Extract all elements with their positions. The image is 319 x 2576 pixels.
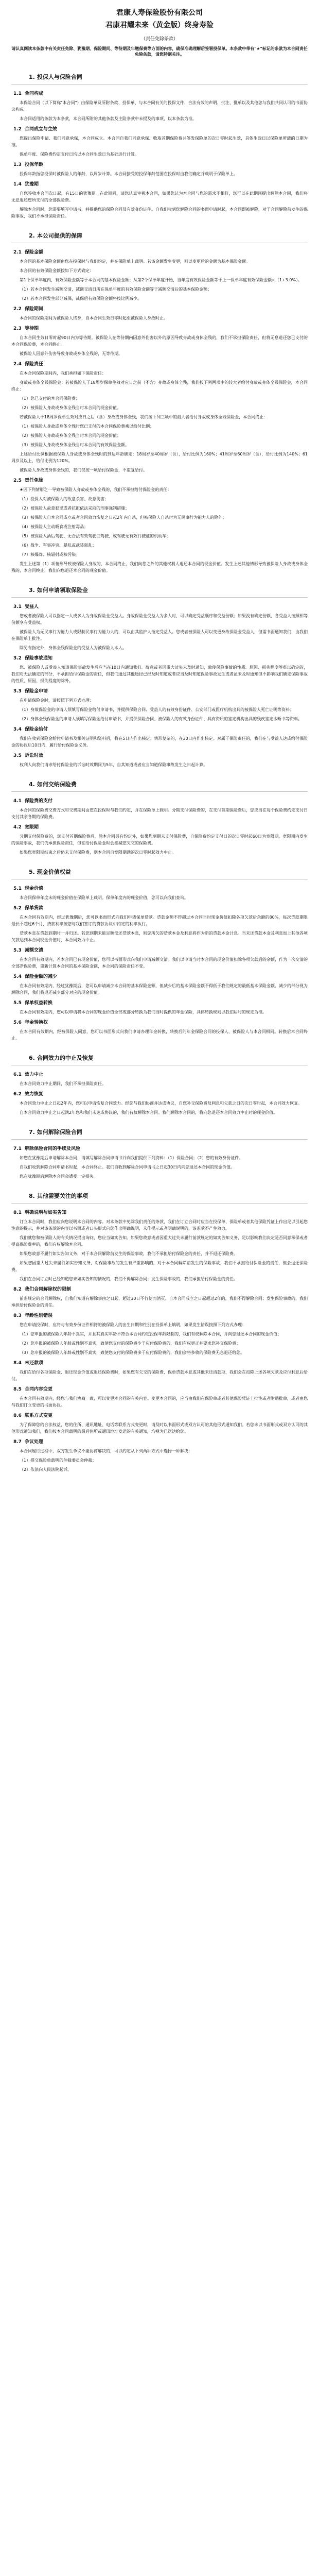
section-title: 如何申请领取保险金: [37, 587, 88, 594]
clause-list-item: （1）投保人对被保险人的故意杀害、故意伤害；: [20, 497, 109, 501]
clause-list-item: （1）您已支付的本合同保险费；: [20, 396, 80, 401]
subsection-number: 8.3: [13, 1313, 22, 1318]
subsection-title: 保单权益转换: [24, 1001, 52, 1006]
subsection-number: 1.3: [13, 162, 22, 167]
clause-paragraph: 除另有指定外，身体全残保险金的受益人为被保险人本人。: [20, 646, 127, 650]
clause-list-item: （1）被保险人身故或身体全残时您已支付的本合同保险费乘以给付比例；: [20, 424, 154, 429]
section-title: 合同效力的中止及恢复: [37, 1055, 94, 1061]
subsection-number: 6.2: [13, 1092, 22, 1097]
reading-notice: 请认真阅读本条款中有关责任免除、犹豫期、保险期间、等待期及年缴保费等方面的内容，确保准确理解后签署投保单。本条款中带有"★"标记的条款为本合同责任免除条款，请您特别关注。: [11, 46, 308, 57]
subsection-heading: [13, 1412, 308, 1418]
section-title: 投保人与保险合同: [37, 74, 82, 80]
section-number: 4.: [29, 781, 35, 788]
subsection-number: 4.1: [13, 799, 22, 804]
subsection-heading: [13, 125, 308, 132]
subsection-title: 合同构成: [24, 91, 43, 96]
clause-paragraph: 我们在给付各项保险金、退还现金价值或退还保险费时，如果您有欠交的保险费、保单贷款本息或其他未还清款项，我们会在扣除上述各项欠款及应付利息后给付。: [11, 1370, 308, 1381]
clause-paragraph: ★因下列情形之一导致被保险人身故或身体全残的，我们不承担给付保险金的责任：: [20, 487, 172, 492]
clause-paragraph: 在申请保险金时，请按照下列方式办理：: [20, 698, 94, 703]
subsection-heading: [13, 1209, 308, 1215]
subsection-number: 5.1: [13, 886, 22, 891]
subsection-number: 3.5: [13, 753, 22, 758]
subsection-heading: [13, 180, 308, 187]
subsection-title: 保险费的支付: [24, 799, 52, 804]
subsection-number: 5.3: [13, 948, 22, 953]
clause-paragraph: 在本合同有效期内，经您与我们协商一致，可以变更本合同的有关内容。变更本合同的，应当由我们在保险单或者其他保险凭证上批注或者附贴批单，或者由您与我们订立变更的书面协议。: [11, 1396, 308, 1408]
subsection-number: 2.5: [13, 478, 22, 483]
clause-paragraph: 本合同的保险期间为被保险人终身，自本合同生效日零时起至被保险人身故时止。: [20, 316, 168, 320]
section-heading: [29, 231, 308, 240]
subsection-title: 现金价值: [24, 886, 43, 891]
clause-list-item: （1）提交保险单载明的仲裁委员会仲裁；: [20, 1458, 97, 1463]
clause-list-item: （1）身故保险金的申请人须填写保险金给付申请书，并提供保险合同、受益人的有效身份证件、公安部门或医疗机构出具的被保险人死亡证明等资料；: [20, 707, 294, 712]
clause-section: [11, 73, 308, 231]
clause-section: [11, 1054, 308, 1128]
subsection-heading: [13, 885, 308, 891]
section-title: 现金价值权益: [37, 869, 71, 875]
subsection-number: 8.4: [13, 1361, 22, 1366]
subsection-heading: [13, 687, 308, 694]
subsection-title: 保险责任: [24, 362, 43, 367]
clause-paragraph: 本合同的有效保险金额按如下方式确定：: [20, 268, 94, 273]
clause-paragraph: 前条规定的合同解除权，自我们知道有解除事由之日起，超过30日不行使而消灭。自本合同成立之日起超过2年的，我们不得解除合同；发生保险事故的，我们承担给付保险金的责任。: [11, 1296, 308, 1308]
clause-paragraph: 我们就您和被保险人的有关情况提出询问，您应当如实告知。如果您故意或者因重大过失未履行前款规定的如实告知义务，足以影响我们决定是否同意承保或者提高保险费率的，我们有权解除本合同。: [11, 1235, 308, 1247]
subsection-number: 2.1: [13, 250, 22, 255]
subsection-heading: [13, 325, 308, 331]
subsection-number: 8.6: [13, 1413, 22, 1418]
subsection-number: 3.3: [13, 689, 22, 694]
subsection-number: 2.3: [13, 326, 22, 331]
subsection-title: 诉讼时效: [24, 753, 43, 758]
clause-paragraph: 被保险人为无民事行为能力人或限制民事行为能力人的，可以由其监护人指定受益人。您或者被保险人可以变更身故保险金受益人，但需书面通知我们，由我们在保险单上批注。: [11, 630, 308, 641]
subsection-number: 1.2: [13, 127, 22, 132]
section-heading: [29, 1128, 308, 1136]
subsection-heading: [13, 1285, 308, 1292]
subsection-heading: [13, 1438, 308, 1445]
subsection-heading: [13, 1312, 308, 1318]
clause-list-item: （3）被保险人自本合同成立或者合同效力恢复之日起2年内自杀，但被保险人自杀时为无民事行为能力人的除外；: [20, 515, 227, 520]
section-spacer: [11, 577, 308, 586]
subsection-title: 保险金申请: [24, 689, 48, 694]
clause-paragraph: 本保险合同（以下简称"本合同"）由保险单及所附条款、投保单、与本合同有关的投保文件、合法有效的声明、批注、批单以及其他您与我们共同认可的书面协议构成。: [11, 100, 308, 112]
section-divider: [11, 1139, 308, 1140]
subsection-number: 1.1: [13, 91, 22, 96]
subsection-title: 争议处理: [24, 1439, 43, 1445]
clause-paragraph: 本合同保单年度末的现金价值在保险单上载明。保单年度内的现金价值，您可以向我们查询。: [20, 895, 188, 900]
filing-note: （责任免除条款）: [140, 37, 178, 42]
subsection-title: 合同成立与生效: [24, 127, 57, 132]
clause-section: [11, 231, 308, 586]
clause-sections: [11, 73, 308, 1485]
clause-paragraph: 权利人向我们请求给付保险金的诉讼时效期间为5年，自其知道或者应当知道保险事故发生之日起计算。: [20, 762, 208, 767]
clause-paragraph: 在本合同有效期内，若本合同已有现金价值，您可以书面形式向我们申请减额交清。我们以申请当时本合同的现金价值扣除各项欠款后的余额，作为一次交清的全部净保险费，重新计算本合同的基本保险金额，本合同的保险责任不变。: [11, 957, 308, 969]
clause-section: [11, 586, 308, 780]
subsection-number: 8.2: [13, 1287, 22, 1292]
clause-list-item: （7）核爆炸、核辐射或核污染。: [20, 552, 80, 557]
subsection-number: 8.1: [13, 1210, 22, 1215]
section-title: 如何解除保险合同: [37, 1129, 82, 1136]
clause-list-item: （2）被保险人身故或身体全残当时本合同的现金价值；: [20, 433, 121, 438]
subsection-heading: [13, 797, 308, 804]
subsection-number: 1.4: [13, 182, 22, 187]
clause-paragraph: 在本合同有效期内，经过犹豫期后，您可以申请减少本合同的基本保险金额，但减少后的基本保险金额不得低于我们规定的最低基本保险金额。减少的部分视为解除合同，我们将退还减少部分对应的现金价值。: [11, 984, 308, 995]
subsection-heading: [13, 477, 308, 483]
clause-list-item: （4）被保险人主动吸食或注射毒品；: [20, 524, 88, 529]
subsection-number: 3.4: [13, 727, 22, 732]
clause-paragraph: 自我们收到解除合同申请书时起，本合同终止。我们自收到解除合同申请书之日起30日内向您退还本合同的现金价值。: [20, 1165, 235, 1170]
clause-list-item: （2）被保险人身故或身体全残当时本合同的现金价值。: [20, 405, 121, 410]
subsection-number: 7.1: [13, 1146, 22, 1151]
subsection-number: 3.2: [13, 656, 22, 661]
clause-paragraph: 发生上述第（1）项情形导致被保险人身故的，本合同终止，我们向您之外的其他权利人退还本合同的现金价值。发生上述其他情形导致被保险人身故或身体全残的，本合同终止，我们向您退还本合同的现金价值。: [11, 562, 308, 573]
clause-paragraph: 投保年龄指您投保时被保险人的年龄，以周岁计算。本合同接受的投保年龄范围在投保时由我们确定并载明于保险单上。: [20, 172, 238, 176]
subsection-heading: [13, 161, 308, 167]
company-name: 君康人寿保险股份有限公司: [116, 9, 203, 17]
clause-list-item: （1）您申报的被保险人年龄不真实，并且其真实年龄不符合本合同约定投保年龄限制的，我们有权解除本合同，并向您退还本合同的现金价值；: [20, 1332, 282, 1336]
clause-list-item: （2）您申报的被保险人年龄或性别不真实，致使您支付的保险费少于应付保险费的，我们有权更正并要求您补交保险费；: [20, 1341, 241, 1346]
subsection-number: 5.5: [13, 1001, 22, 1006]
clause-paragraph: 在本合同效力中止期间，我们不承担保险责任。: [20, 1081, 106, 1086]
subsection-title: 保单贷款: [24, 906, 43, 911]
clause-list-item: （3）被保险人身故或身体全残当时本合同的有效保险金额。: [20, 443, 130, 447]
clause-paragraph: 如果您故意不履行如实告知义务，对于本合同解除前发生的保险事故，我们不承担给付保险金的责任，并不退还保险费。: [20, 1251, 238, 1256]
clause-list-item: （2）若本合同发生部分减保，减保后有效保险金额将按比例减少。: [20, 296, 142, 301]
section-divider: [11, 1203, 308, 1204]
subsection-heading: [13, 1359, 308, 1366]
clause-paragraph: 为了保障您的合法权益，您的住所、通讯地址、电话等联系方式变更时，请及时以书面形式或双方认可的其他形式通知我们。若您未以书面形式或双方认可的其他形式通知我们，我们按本合同载明的最后住所或通讯地址发送的有关通知，均视为已送达给您。: [11, 1422, 308, 1434]
clause-paragraph: 订立本合同时，我们应向您说明本合同的内容。对本条款中免除我们责任的条款，我们在订立合同时应当在投保单、保险单或者其他保险凭证上作出足以引起您注意的提示，并对该条款的内容以书面或者口头形式向您作出明确说明，未作提示或者明确说明的，该条款不产生效力。: [11, 1219, 308, 1231]
section-spacer: [11, 1044, 308, 1054]
section-number: 1.: [29, 74, 35, 80]
clause-paragraph: 如果您宽限期结束之后仍未支付保险费，则本合同自宽限期满的次日零时起效力中止。: [20, 850, 176, 855]
subsection-title: 我们合同解除权的限制: [24, 1287, 71, 1292]
section-title: 其他需要关注的事项: [37, 1193, 88, 1199]
subsection-number: 4.2: [13, 825, 22, 830]
clause-paragraph: 贷款本息在贷款到期时一并归还。若您到期未能足额偿还贷款本息，则您所欠的贷款本金及利息将作为新的贷款本金计息。当未还贷款本金及利息加上其他各项欠款达到本合同现金价值时，本合同效力中止。: [11, 931, 308, 942]
clause-paragraph: 如果您因重大过失未履行如实告知义务，对保险事故的发生有严重影响的，对于本合同解除前发生的保险事故，我们不承担给付保险金的责任，但会退还保险费。: [11, 1261, 308, 1272]
subsection-number: 3.1: [13, 604, 22, 609]
clause-list-item: （2）身体全残保险金的申请人须填写保险金给付申请书，并提供保险合同、被保险人的有效身份证件、具有资质的鉴定机构出具的残疾鉴定诊断书等资料。: [20, 717, 303, 721]
clause-paragraph: 您、被保险人或受益人知道保险事故发生后应当在10日内通知我们。故意或者因重大过失未及时通知，致使保险事故的性质、原因、损失程度等难以确定的，我们对无法确定的部分，不承担给付保险金的责任，但我们通过其他途径已经及时知道或者应当及时知道保险事故发生或者虽未及时通知但不影响我们确定保险事故的性质、原因、损失程度的除外。: [11, 665, 308, 683]
clause-paragraph: 若被保险人于18周岁保单生效对应日之后（含）身故或身体全残，我们按下列三项中的最大者给付身故或身体全残保险金，本合同终止：: [20, 415, 268, 419]
subsection-title: 犹豫期: [24, 182, 39, 187]
subsection-number: 6.1: [13, 1072, 22, 1077]
subsection-number: 5.4: [13, 974, 22, 979]
clause-paragraph: 被保险人因意外伤害导致身故或身体全残的，无等待期。: [20, 351, 122, 356]
section-number: 8.: [29, 1193, 35, 1199]
subsection-number: 8.7: [13, 1439, 22, 1445]
clause-section: [11, 1128, 308, 1192]
section-spacer: [11, 1476, 308, 1485]
subsection-heading: [13, 725, 308, 732]
clause-paragraph: 本合同效力中止之日起2年内，您可以申请恢复合同效力。经您与我们协商并达成协议，自您补交保险费及利息和欠款之日的次日零时起，本合同效力恢复。: [20, 1101, 303, 1106]
subsection-heading: [13, 654, 308, 661]
clause-paragraph: 您在申请投保时，应将与有效身份证件相符的被保险人的出生日期和性别在投保单上填明，如果发生错误按照下列方式办理：: [20, 1323, 246, 1327]
clause-paragraph: 我们在合同订立时已经知道您未如实告知的情况的，我们不得解除合同；发生保险事故的，我们承担给付保险金的责任。: [20, 1277, 238, 1281]
subsection-title: 责任免除: [24, 478, 43, 483]
section-heading: [29, 73, 308, 81]
clause-paragraph: 如您在犹豫期后申请解除本合同，请填写解除合同申请书并向我们提供下列资料：（1）保险合同；（2）您的有效身份证件。: [20, 1156, 243, 1160]
section-divider: [11, 597, 308, 598]
section-number: 2.: [29, 232, 35, 239]
clause-paragraph: 在本合同保险期间内，我们承担如下保险责任：: [20, 371, 106, 376]
section-heading: [29, 868, 308, 876]
section-heading: [29, 1192, 308, 1200]
subsection-heading: [13, 1090, 308, 1097]
subsection-title: 减额交清: [24, 948, 43, 953]
clause-paragraph: 您提出保险申请、我们同意承保，本合同成立。本合同自我们同意承保、收取首期保险费并签发保险单的次日零时起生效，具体生效日以保险单所载的日期为准。: [11, 136, 308, 147]
clause-paragraph: 被保险人身故或身体全残的，我们仅按一项给付保险金，不重复给付。: [20, 468, 147, 472]
subsection-heading: [13, 305, 308, 312]
section-number: 7.: [29, 1129, 35, 1136]
clause-paragraph: 您或者被保险人可以指定一人或多人为身故保险金受益人。身故保险金受益人为多人时，可以确定受益顺序和受益份额；如果没有确定份额，各受益人按照相等份额享有受益权。: [11, 614, 308, 625]
section-spacer: [11, 858, 308, 868]
subsection-heading: [13, 90, 308, 96]
subsection-title: 年金转换权: [24, 1020, 48, 1025]
subsection-heading: [13, 1145, 308, 1151]
section-number: 6.: [29, 1055, 35, 1061]
subsection-number: 5.2: [13, 906, 22, 911]
subsection-heading: [13, 603, 308, 609]
section-heading: [29, 1054, 308, 1062]
subsection-title: 年龄性别错误: [24, 1313, 52, 1318]
section-spacer: [11, 771, 308, 780]
clause-paragraph: 本合同的基本保险金额由您在投保时与我们约定，并在保险单上载明。若该金额发生变更，则以变更后的金额为基本保险金额。: [20, 259, 250, 264]
subsection-heading: [13, 823, 308, 830]
subsection-number: 2.2: [13, 307, 22, 312]
subsection-title: 效力中止: [24, 1072, 43, 1077]
section-number: 3.: [29, 587, 35, 594]
clause-paragraph: 自本合同效力中止之日起满2年您和我们未达成协议的，我们有权解除本合同。我们解除本合同的，将向您退还本合同效力中止时的现金价值。: [20, 1110, 278, 1115]
section-number: 5.: [29, 869, 35, 875]
subsection-heading: [13, 1385, 308, 1392]
subsection-number: 2.4: [13, 362, 22, 367]
clause-section: [11, 1192, 308, 1485]
section-divider: [11, 791, 308, 792]
subsection-heading: [13, 999, 308, 1006]
subsection-heading: [13, 946, 308, 953]
subsection-heading: [13, 1019, 308, 1025]
clause-paragraph: 在本合同有效期内，您可以申请将本合同的现金价值全部或部分转换为我们当时提供的年金保险，具体转换规则以我们届时的规定为准。: [20, 1010, 267, 1014]
subsection-title: 保险金额: [24, 250, 43, 255]
clause-paragraph: 在本合同有效期内，经过犹豫期后，您可以书面形式向我们申请保单贷款。贷款金额不得超过本合同当时现金价值扣除各项欠款后余额的80%，每次贷款期限最长不超过6个月，贷款利率按您与我们签订的贷款协议中约定的利率执行。: [11, 915, 308, 926]
subsection-heading: [13, 973, 308, 979]
clause-paragraph: 身故或身体全残保险金：若被保险人于18周岁保单生效对应日之前（不含）身故或身体全残，我们按下列两项中的较大者给付身故或身体全残保险金，本合同终止：: [11, 380, 308, 392]
clause-paragraph: 自您签收本合同次日起，有15日的犹豫期。在此期间，请您认真审视本合同，如果您认为本合同与您的需求不相符，您可以在此期间提出解除本合同，我们将无息退还您所支付的全部保险费。: [11, 191, 308, 202]
subsection-title: 未还款项: [24, 1361, 43, 1366]
section-heading: [29, 780, 308, 788]
section-spacer: [11, 1118, 308, 1128]
subsection-title: 保险期间: [24, 307, 43, 312]
clause-section: [11, 780, 308, 868]
clause-paragraph: 自本合同生效日零时起90日内为等待期。被保险人在等待期内因意外伤害以外的原因导致身故或身体全残的，我们不承担保险责任，但将无息退还您已支付的本合同保险费，本合同终止。: [11, 335, 308, 347]
section-title: 本公司提供的保障: [37, 232, 82, 239]
subsection-heading: [13, 248, 308, 255]
clause-list-item: （5）被保险人酒后驾驶、无合法有效驾驶证驾驶，或驾驶无有效行驶证的机动车；: [20, 534, 171, 538]
clause-paragraph: 我们在收到保险金给付申请书及相关证明和资料后，将在5日内作出核定；情形复杂的，在30日内作出核定。对属于保险责任的，我们在与受益人达成给付保险金的协议后10日内，履行给付保险金义务。: [11, 736, 308, 748]
subsection-title: 合同内容变更: [24, 1387, 52, 1392]
subsection-heading: [13, 1071, 308, 1077]
clause-paragraph: 第1个保单年度内，有效保险金额等于本合同的基本保险金额；从第2个保单年度开始，当年度有效保险金额等于上一保单年度有效保险金额×（1+3.0%）。: [20, 278, 302, 282]
clause-list-item: （1）若本合同发生减额交清，减额交清日所在保单年度的有效保险金额等于减额交清后的基本保险金额；: [20, 287, 212, 292]
subsection-title: 效力恢复: [24, 1092, 43, 1097]
clause-paragraph: 您在犹豫期后解除本合同会遭受一定损失。: [20, 1174, 98, 1179]
subsection-title: 宽限期: [24, 825, 39, 830]
subsection-title: 等待期: [24, 326, 39, 331]
section-spacer: [11, 1182, 308, 1192]
section-title: 如何交纳保险费: [37, 781, 77, 788]
subsection-title: 保险事故通知: [24, 656, 52, 661]
subsection-title: 投保年龄: [24, 162, 43, 167]
clause-paragraph: 解除本合同时，您需要填写申请书，并提供您的保险合同及有效身份证件。自我们收到您解除合同的书面申请时起，本合同即被解除，对于合同解除前发生的保险事故，我们不承担保险责任。: [11, 207, 308, 218]
subsection-title: 保险金额的减少: [24, 974, 57, 979]
clause-paragraph: 上述给付比例根据被保险人身故或身体全残时的到达年龄确定：18周岁至40周岁（含），给付比例为160%；41周岁至60周岁（含），给付比例为140%；61周岁及以上，给付比例为120%。: [11, 452, 308, 463]
product-title: 君康君耀未来（黄金版）终身寿险: [105, 21, 214, 29]
clause-paragraph: 本合同履行过程中，双方发生争议不能协商解决的，可以约定从下列两种方式中选择一种解决：: [20, 1449, 192, 1453]
subsection-title: 联系方式变更: [24, 1413, 52, 1418]
section-spacer: [11, 222, 308, 231]
subsection-title: 受益人: [24, 604, 39, 609]
clause-list-item: （2）被保险人故意犯罪或者抗拒依法采取的刑事强制措施；: [20, 506, 130, 511]
subsection-heading: [13, 752, 308, 758]
clause-paragraph: 本合同的保险费交费方式和交费期间由您在投保时与我们约定，并在保险单上载明。分期支付保险费的，在支付首期保险费后，您应当在每个保险费约定支付日支付其余各期的保险费。: [11, 808, 308, 819]
clause-list-item: （3）您申报的被保险人年龄或性别不真实，致使您支付的保险费多于应付保险费的，我们会将多收的保险费无息退还给您。: [20, 1350, 245, 1355]
subsection-number: 5.6: [13, 1020, 22, 1025]
clause-list-item: （6）战争、军事冲突、暴乱或武装叛乱；: [20, 543, 97, 548]
subsection-title: 明确说明与如实告知: [24, 1210, 66, 1215]
subsection-heading: [13, 904, 308, 911]
clause-paragraph: 在本合同有效期内，经被保险人同意，您可以书面形式向我们申请办理年金转换，转换后的年金保险合同的投保人、被保险人与本合同相同。转换后本合同终止。: [11, 1029, 308, 1041]
clause-paragraph: 分期支付保险费的，您支付首期保险费后，除本合同另有约定外，如果您到期未支付保险费，自保险费约定支付日的次日零时起60日为宽限期。宽限期内发生的保险事故，我们仍承担保险责任，但在给付保险金时会扣减您欠交的保险费。: [11, 834, 308, 845]
subsection-title: 解除保险合同的手续及风险: [24, 1146, 80, 1151]
clause-list-item: （2）依法向人民法院起诉。: [20, 1467, 72, 1472]
subsection-number: 8.5: [13, 1387, 22, 1392]
clause-paragraph: 本合同适用的条款为本条款，本合同所附的其他条款及主险条款中未提及的事项，以本条款为准。: [20, 116, 197, 121]
clause-section: [11, 868, 308, 1054]
subsection-heading: [13, 360, 308, 367]
clause-paragraph: 保单年度、保险费约定支付日均以本合同生效日为基础进行计算。: [20, 152, 139, 157]
subsection-title: 保险金给付: [24, 727, 48, 732]
section-heading: [29, 586, 308, 594]
